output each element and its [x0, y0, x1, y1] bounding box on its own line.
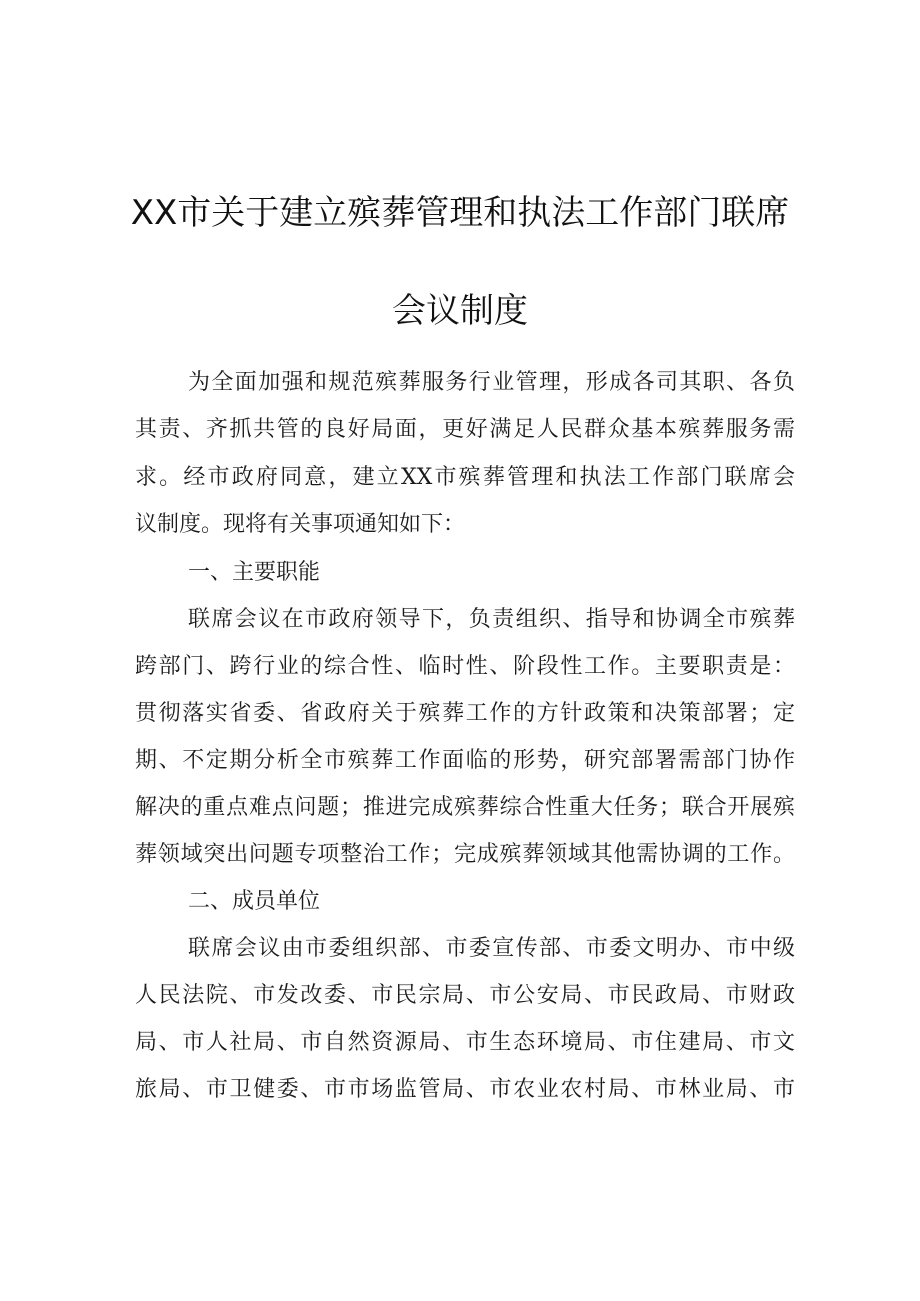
document-title-line-2: 会议制度 — [392, 291, 528, 331]
section-heading-1: 一、主要职能 — [188, 560, 321, 585]
paragraph-line: 议制度。现将有关事项通知如下： — [135, 512, 466, 537]
paragraph-line: 为全面加强和规范殡葬服务行业管理，形成各司其职、各负 — [188, 370, 795, 395]
paragraph-line: 葬领域突出问题专项整治工作；完成殡葬领域其他需协调的工作。 — [135, 842, 795, 867]
paragraph-line: 期、不定期分析全市殡葬工作面临的形势，研究部署需部门协作 — [135, 748, 795, 773]
paragraph-line: 联席会议在市政府领导下，负责组织、指导和协调全市殡葬 — [188, 607, 795, 632]
paragraph-line: 局、市人社局、市自然资源局、市生态环境局、市住建局、市文 — [135, 1030, 795, 1055]
document-title-line-1: XX市关于建立殡葬管理和执法工作部门联席 — [130, 193, 790, 233]
paragraph-line: 人民法院、市发改委、市民宗局、市公安局、市民政局、市财政 — [135, 983, 795, 1008]
paragraph-line: 旅局、市卫健委、市市场监管局、市农业农村局、市林业局、市 — [135, 1077, 795, 1102]
paragraph-line: 联席会议由市委组织部、市委宣传部、市委文明办、市中级 — [188, 936, 795, 961]
section-heading-2: 二、成员单位 — [188, 889, 321, 914]
paragraph-line: 贯彻落实省委、省政府关于殡葬工作的方针政策和决策部署；定 — [135, 701, 795, 726]
paragraph-line: 解决的重点难点问题；推进完成殡葬综合性重大任务；联合开展殡 — [135, 795, 795, 820]
paragraph-line: 求。经市政府同意，建立XX市殡葬管理和执法工作部门联席会 — [135, 465, 795, 490]
paragraph-line: 其责、齐抓共管的良好局面，更好满足人民群众基本殡葬服务需 — [135, 417, 795, 442]
paragraph-line: 跨部门、跨行业的综合性、临时性、阶段性工作。主要职责是： — [135, 654, 795, 679]
